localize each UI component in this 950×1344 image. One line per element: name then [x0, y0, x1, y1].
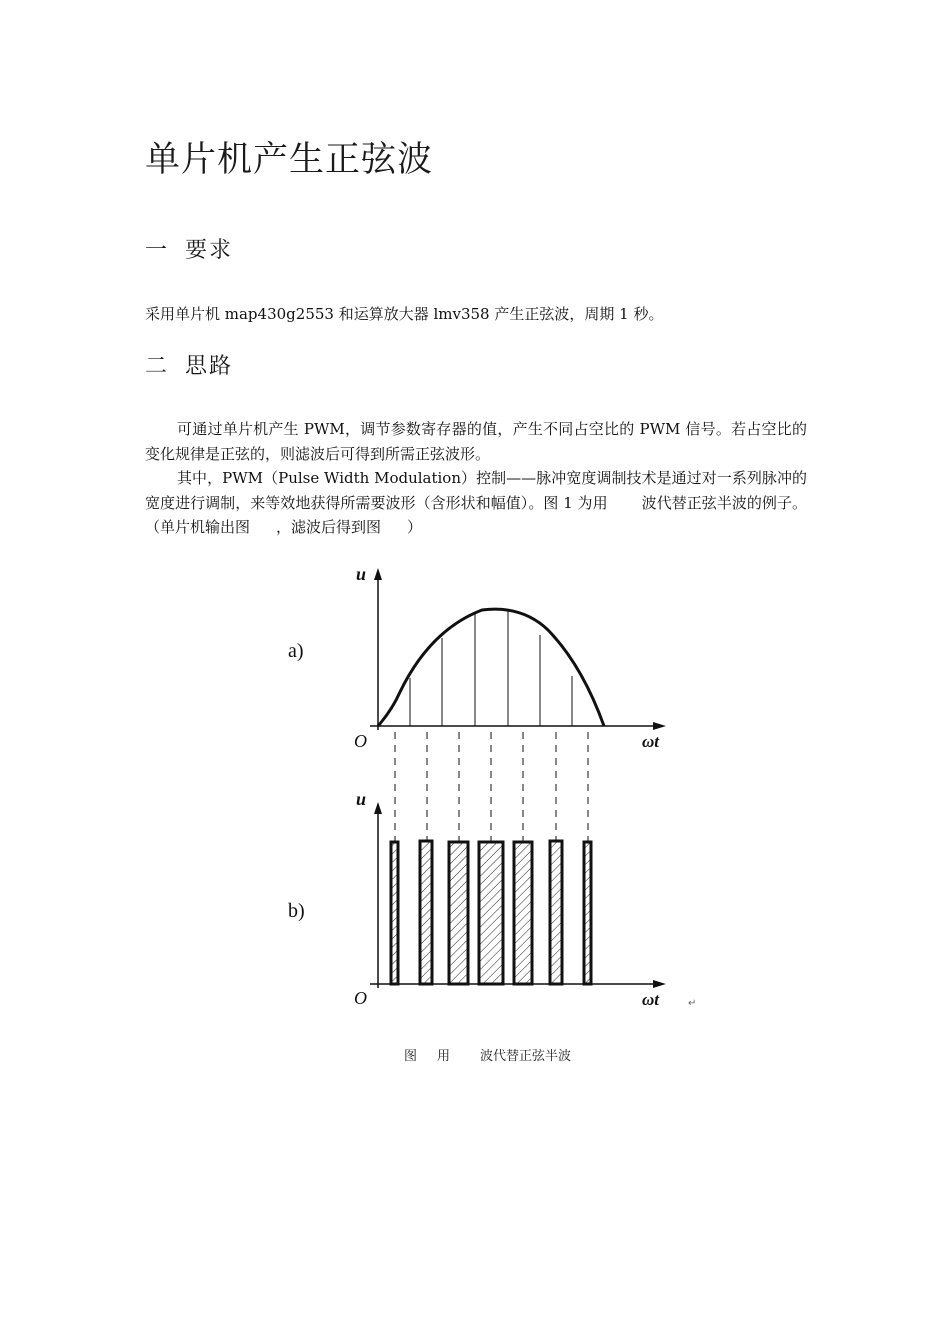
pwm-pulse [420, 841, 432, 984]
pwm-pulse [391, 842, 398, 984]
arrow-right-icon [653, 722, 666, 730]
section-title: 思路 [185, 354, 234, 379]
pwm-figure [270, 560, 710, 1020]
sine-half-wave [378, 609, 604, 726]
paragraph-text: ，滤波后得到图 [276, 518, 382, 536]
origin-label: O [354, 988, 367, 1008]
pwm-pulse [479, 842, 503, 984]
panel-a-label: a) [288, 640, 304, 662]
approach-paragraph-1: 可通过单片机产生 PWM，调节参数寄存器的值，产生不同占空比的 PWM 信号。若占空比的变化规律是正弦的，则滤波后可得到所需正弦波形。 [145, 420, 807, 463]
axis-wt-label: ωt [642, 990, 660, 1009]
return-mark: ↵ [688, 998, 697, 1009]
caption-text: 用 [437, 1049, 451, 1064]
section-heading-requirements [145, 233, 233, 264]
dashed-guides [395, 732, 588, 842]
axis-wt-label: ωt [642, 732, 660, 751]
paragraph-text: 波代替正弦半波的例子。（单片机输出图 [145, 493, 807, 536]
pwm-pulse [514, 842, 532, 984]
caption-text: 图 [404, 1049, 418, 1064]
approach-paragraph-2 [145, 466, 807, 540]
panel-b-label: b) [288, 900, 305, 922]
figure-caption [404, 1045, 571, 1064]
pwm-pulses [391, 841, 591, 984]
section-number: 二 [145, 354, 170, 379]
axis-u-label: u [356, 564, 367, 584]
section-number: 一 [145, 238, 170, 263]
arrow-up-icon [374, 802, 382, 814]
paragraph-text: ） [407, 518, 423, 536]
pwm-pulse [449, 842, 468, 984]
requirement-paragraph: 采用单片机 map430g2553 和运算放大器 lmv358 产生正弦波，周期 1 秒。 [145, 305, 664, 323]
caption-text: 波代替正弦半波 [480, 1049, 572, 1064]
section-title: 要求 [185, 238, 234, 263]
paragraph-text: 其中，PWM（Pulse Width Modulation）控制——脉冲宽度调制技术是通过对一系列脉冲的宽度进行调制，来等效地获得所需要波形（含形状和幅值）。图 1 为用 [145, 469, 807, 512]
origin-label: O [354, 731, 367, 751]
page-title: 单片机产生正弦波 [145, 140, 434, 180]
pwm-pulse [584, 842, 591, 984]
axis-u-label: u [356, 789, 367, 809]
section-heading-approach [145, 349, 233, 380]
arrow-up-icon [374, 568, 382, 580]
arrow-right-icon [653, 980, 666, 988]
pwm-pulse [550, 841, 562, 984]
